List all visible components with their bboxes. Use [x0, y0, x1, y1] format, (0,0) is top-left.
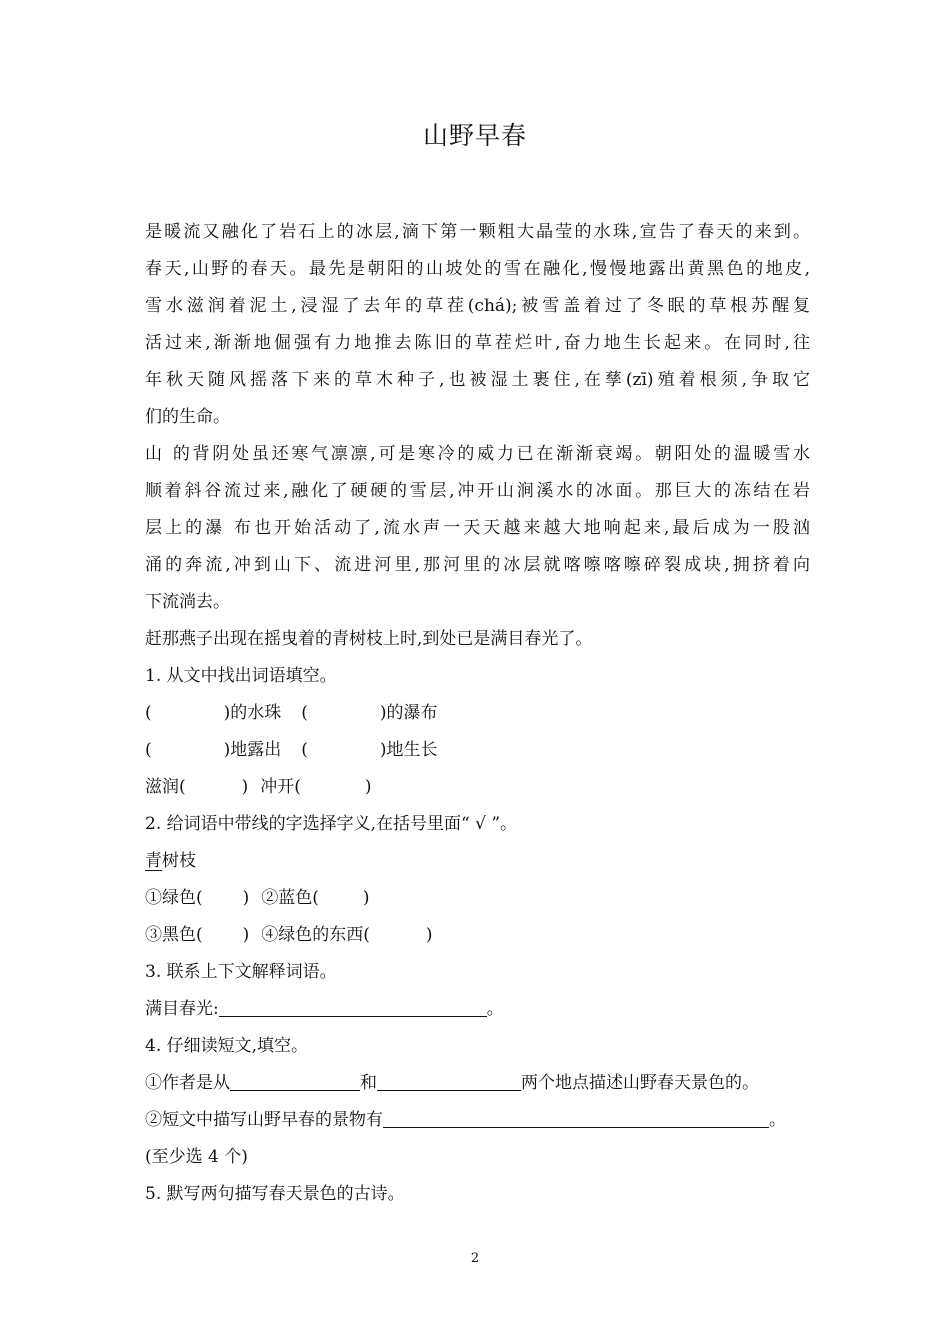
option-text: ④绿色的东西( — [261, 925, 370, 945]
text-line: 春天,山野的春天。最先是朝阳的山坡处的雪在融化,慢慢地露出黄黑色的地皮, — [145, 259, 810, 279]
option-text: ②蓝色( — [261, 888, 319, 908]
bracket-open: ( — [145, 740, 152, 760]
question-4-item-1 — [145, 1065, 810, 1102]
question-5-prompt: 5. 默写两句描写春天景色的古诗。 — [145, 1184, 405, 1204]
answer-line[interactable] — [383, 1105, 769, 1128]
question-3-answer — [145, 991, 810, 1028]
bracket-close: ) — [362, 888, 370, 908]
bracket-close-text: )的水珠 — [223, 703, 282, 723]
item-text: 和 — [360, 1073, 377, 1093]
text-line: 是暖流又融化了岩石上的冰层,滴下第一颗粗大晶莹的水珠,宣告了春天的来到。 — [145, 222, 810, 242]
paragraph-2 — [145, 436, 810, 621]
page-title: 山野早春 — [422, 121, 527, 150]
answer-line[interactable] — [377, 1068, 521, 1091]
question-4-prompt: 4. 仔细读短文,填空。 — [145, 1036, 309, 1056]
bracket-close: ) — [242, 925, 250, 945]
answer-line[interactable] — [219, 994, 487, 1017]
bracket-close: ) — [242, 888, 250, 908]
bracket-close: ) — [425, 925, 433, 945]
page-number: 2 — [470, 1251, 480, 1266]
text-line: 雪水滋润着泥土,浸湿了去年的草茬(chá);被雪盖着过了冬眠的草根苏醒复 — [145, 296, 810, 316]
text-line: 年秋天随风摇落下来的草木种子,也被湿土裹住,在孳(zī)殖着根须,争取它 — [145, 370, 810, 390]
bracket-close-text: )地生长 — [379, 740, 438, 760]
question-1-prompt: 1. 从文中找出词语填空。 — [145, 666, 337, 686]
bracket-open: ( — [301, 703, 308, 723]
period: 。 — [769, 1110, 786, 1130]
question-1-row-3 — [145, 769, 810, 806]
term-label: 满目春光: — [145, 999, 219, 1019]
underlined-character: 青 — [145, 851, 162, 871]
question-1-row-2 — [145, 732, 810, 769]
text-line: 层上的瀑 布也开始活动了,流水声一天天越来越大地响起来,最后成为一股汹 — [145, 518, 810, 538]
worksheet-body — [145, 214, 810, 1213]
text-line: 山 的背阴处虽还寒气凛凛,可是寒冷的威力已在渐渐衰竭。朝阳处的温暖雪水 — [145, 444, 810, 464]
item-text: 两个地点描述山野春天景色的。 — [521, 1073, 759, 1093]
bracket-close: ) — [364, 777, 372, 797]
question-2-options-2 — [145, 917, 810, 954]
text-line: 们的生命。 — [145, 407, 230, 427]
option-text: ①绿色( — [145, 888, 203, 908]
word-rest: 树枝 — [162, 851, 196, 871]
item-text: ②短文中描写山野早春的景物有 — [145, 1110, 383, 1130]
question-4-note: (至少选 4 个) — [145, 1147, 248, 1167]
text-line: 下流淌去。 — [145, 592, 230, 612]
paragraph-1 — [145, 214, 810, 436]
text-line: 顺着斜谷流过来,融化了硬硬的雪层,冲开山涧溪水的冰面。那巨大的冻结在岩 — [145, 481, 810, 501]
option-text: ③黑色( — [145, 925, 203, 945]
bracket-close-text: )的瀑布 — [379, 703, 438, 723]
question-2-options-1 — [145, 880, 810, 917]
word-bracket-open: 冲开( — [260, 777, 301, 797]
word-bracket-open: 滋润( — [145, 777, 186, 797]
answer-line[interactable] — [230, 1068, 360, 1091]
period: 。 — [486, 999, 504, 1019]
bracket-open: ( — [301, 740, 308, 760]
question-3-prompt: 3. 联系上下文解释词语。 — [145, 962, 337, 982]
question-1-row-1 — [145, 695, 810, 732]
bracket-close-text: )地露出 — [223, 740, 282, 760]
question-2-word — [145, 843, 810, 880]
bracket-open: ( — [145, 703, 152, 723]
paragraph-3: 赶那燕子出现在摇曳着的青树枝上时,到处已是满目春光了。 — [145, 629, 593, 649]
question-2-prompt: 2. 给词语中带线的字选择字义,在括号里面“ √ ”。 — [145, 814, 518, 834]
text-line: 活过来,渐渐地倔强有力地推去陈旧的草茬烂叶,奋力地生长起来。在同时,往 — [145, 333, 810, 353]
item-text: ①作者是从 — [145, 1073, 230, 1093]
bracket-close: ) — [241, 777, 249, 797]
text-line: 涌的奔流,冲到山下、流进河里,那河里的冰层就喀嚓喀嚓碎裂成块,拥挤着向 — [145, 555, 810, 575]
question-4-item-2 — [145, 1102, 810, 1139]
